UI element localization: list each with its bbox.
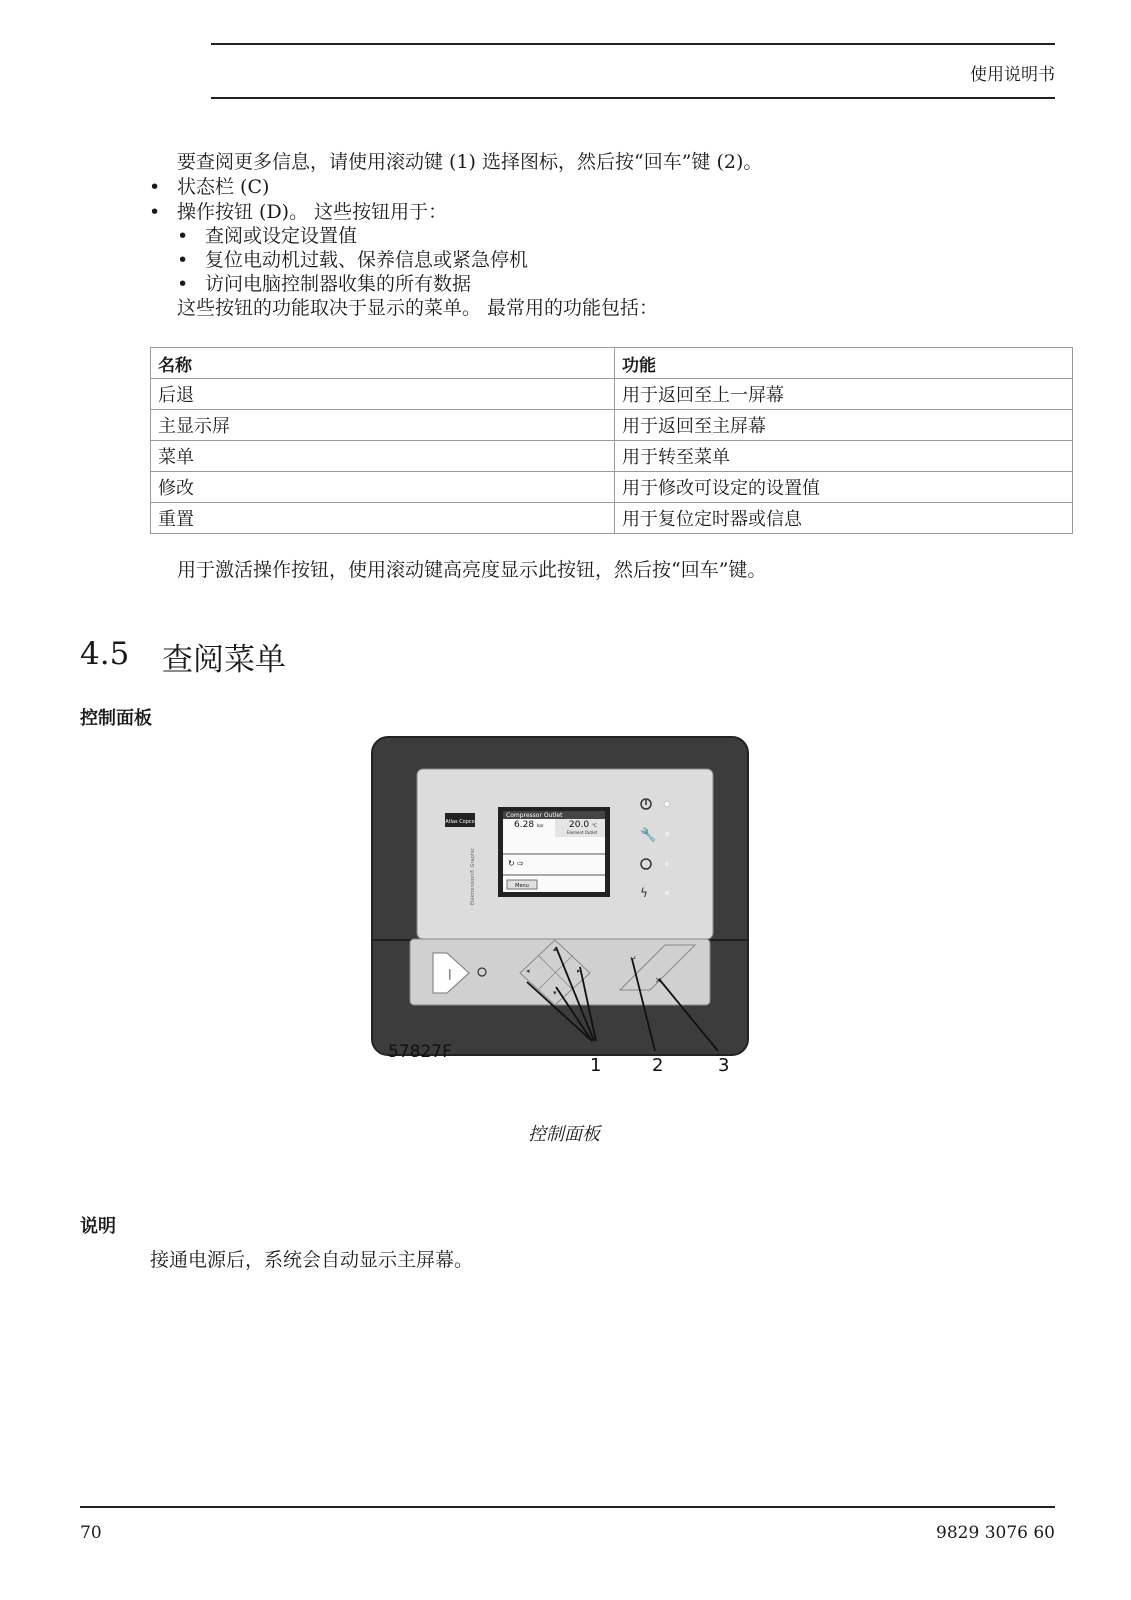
lcd-temp-value: 20.0 xyxy=(569,820,590,830)
footer-rule xyxy=(80,1506,1055,1508)
lcd-pressure-unit: bar xyxy=(537,823,544,828)
table-cell: 用于复位定时器或信息 xyxy=(615,503,1073,534)
bullet-dot: • xyxy=(149,201,161,223)
table-cell: 用于转至菜单 xyxy=(615,441,1073,472)
table-row xyxy=(151,410,1073,441)
table-cell: 主显示屏 xyxy=(151,410,615,441)
after-table-line: 用于激活操作按钮，使用滚动键高亮度显示此按钮，然后按“回车”键。 xyxy=(177,559,767,581)
sub-bullet-item: 访问电脑控制器收集的所有数据 xyxy=(205,273,472,295)
sub-bullet-dot: • xyxy=(177,225,189,247)
svg-text:▾: ▾ xyxy=(553,989,557,997)
callout-2: 2 xyxy=(652,1055,664,1076)
table-cell: 重置 xyxy=(151,503,615,534)
lcd-temp-unit: °C xyxy=(592,823,597,828)
table-row xyxy=(151,379,1073,410)
brand-logo-text: Atlas Copco xyxy=(445,819,475,825)
header-bottom-rule xyxy=(211,97,1055,99)
sub-bullet-item: 复位电动机过载、保养信息或紧急停机 xyxy=(205,249,529,271)
callout-1: 1 xyxy=(590,1055,602,1076)
control-panel-figure xyxy=(370,735,770,1105)
table-cell: 用于修改可设定的设置值 xyxy=(615,472,1073,503)
description-heading: 说明 xyxy=(80,1216,116,1237)
header-title: 使用说明书 xyxy=(970,65,1055,85)
bullet-dot: • xyxy=(149,176,161,198)
table-cell: 菜单 xyxy=(151,441,615,472)
table-row xyxy=(151,472,1073,503)
intro-line: 要查阅更多信息，请使用滚动键 (1) 选择图标，然后按“回车”键 (2)。 xyxy=(177,151,763,173)
lcd-temp-label: Element Outlet xyxy=(567,830,598,835)
document-number: 9829 3076 60 xyxy=(936,1523,1055,1543)
closing-line: 这些按钮的功能取决于显示的菜单。 最常用的功能包括： xyxy=(177,297,659,319)
lightning-icon: ϟ xyxy=(640,886,648,900)
sub-bullet-dot: • xyxy=(177,249,189,271)
table-header-function: 功能 xyxy=(615,348,1073,379)
lcd-menu-label: Menu xyxy=(515,883,529,889)
header-top-rule xyxy=(211,43,1055,45)
svg-text:|: | xyxy=(448,967,452,980)
table-cell: 修改 xyxy=(151,472,615,503)
figure-caption: 控制面板 xyxy=(528,1124,600,1145)
svg-text:▴: ▴ xyxy=(553,945,557,953)
table-cell: 后退 xyxy=(151,379,615,410)
function-table xyxy=(150,347,1073,534)
table-row xyxy=(151,503,1073,534)
bullet-action-buttons: 操作按钮 (D)。 这些按钮用于： xyxy=(177,201,448,223)
table-row xyxy=(151,441,1073,472)
wrench-icon: 🔧 xyxy=(640,828,657,843)
subsection-title: 控制面板 xyxy=(80,708,152,729)
escape-key: ✕ xyxy=(655,976,662,985)
description-text: 接通电源后，系统会自动显示主屏幕。 xyxy=(150,1249,474,1271)
section-number: 4.5 xyxy=(80,636,130,672)
svg-text:◂: ◂ xyxy=(526,967,530,975)
table-cell: 用于返回至上一屏幕 xyxy=(615,379,1073,410)
product-name: Elektronikon® Graphic xyxy=(470,847,476,905)
svg-text:▸: ▸ xyxy=(577,967,581,975)
lcd-header: Compressor Outlet xyxy=(506,812,563,819)
lcd-pressure-value: 6.28 xyxy=(514,820,535,830)
table-header-name: 名称 xyxy=(151,348,615,379)
callout-3: 3 xyxy=(718,1055,730,1076)
table-cell: 用于返回至主屏幕 xyxy=(615,410,1073,441)
sub-bullet-dot: • xyxy=(177,273,189,295)
section-title: 查阅菜单 xyxy=(162,642,286,678)
enter-key: ↵ xyxy=(630,954,637,963)
figure-code: 57827F xyxy=(388,1042,452,1062)
table-header-row xyxy=(151,348,1073,379)
lcd-status-icons: ↻ ⇨ xyxy=(508,859,524,868)
bullet-status-bar: 状态栏 (C) xyxy=(177,176,270,198)
page-number: 70 xyxy=(80,1523,102,1543)
sub-bullet-item: 查阅或设定设置值 xyxy=(205,225,358,247)
